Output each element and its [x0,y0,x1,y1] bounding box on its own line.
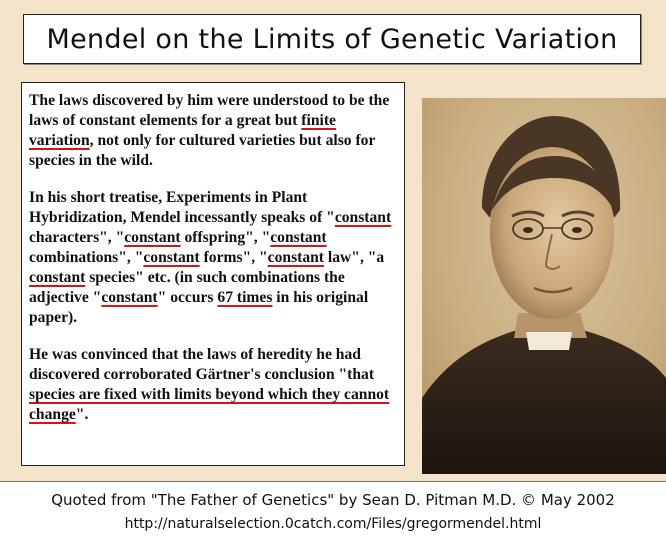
paragraph-1 [29,91,398,171]
text-segment: The laws discovered by him were understood to be the laws of constant elements for a great but [29,92,390,129]
collar [526,332,572,350]
text-segment: forms", " [199,249,268,266]
underlined-phrase: constant [101,289,158,306]
text-segment: law", "a [324,249,385,266]
right-eye [572,227,582,233]
underlined-phrase: constant [143,249,200,266]
underlined-phrase: finite variation [29,112,336,149]
text-segment: In his short treatise, Experiments in Plant Hybridization, Mendel incessantly speaks of " [29,189,335,226]
paragraph-3 [29,345,398,425]
text-segment: species" etc. (in such combinations the adjective " [29,269,345,306]
quote-text-box [21,82,405,466]
text-segment: combinations", " [29,249,144,266]
text-segment: ". [75,406,89,423]
underlined-phrase: species are fixed with limits beyond which they cannot change [29,386,390,423]
underlined-phrase: constant [270,229,327,246]
text-segment: He was convinced that the laws of heredity he had discovered corroborated Gärtner's conclusion "that [29,346,375,383]
underlined-phrase: constant [124,229,181,246]
portrait-illustration [422,98,666,474]
text-segment: , not only for cultured varieties but also for species in the wild. [29,132,376,169]
mendel-portrait [422,98,666,474]
source-url[interactable]: http://naturalselection.0catch.com/Files/gregormendel.html [124,516,542,532]
text-segment: in his original paper). [29,289,369,326]
text-segment: offspring", " [180,229,271,246]
left-eye [523,227,533,233]
text-segment: " occurs [157,289,218,306]
underlined-phrase: 67 times [217,289,273,306]
underlined-phrase: constant [334,209,392,226]
citation-text: Quoted from "The Father of Genetics" by Sean D. Pitman M.D. © May 2002 [51,491,615,509]
title-box [23,14,641,64]
text-segment: characters", " [29,229,125,246]
paragraph-2 [29,188,398,328]
underlined-phrase: constant [267,249,324,266]
footer [0,481,666,558]
page-title: Mendel on the Limits of Genetic Variation [46,23,618,55]
underlined-phrase: constant [29,269,86,286]
